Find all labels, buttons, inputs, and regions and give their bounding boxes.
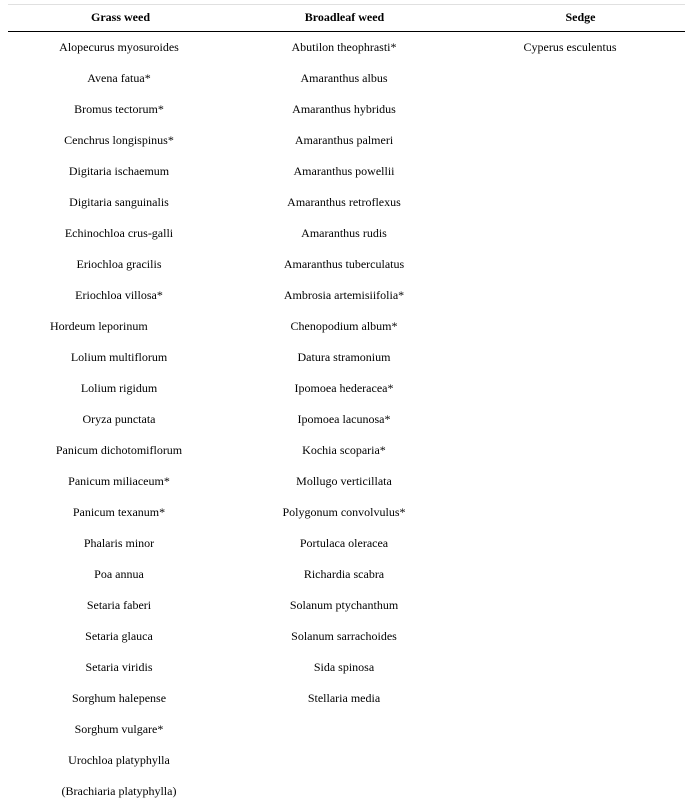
table-header bbox=[8, 4, 685, 32]
header-grass-weed: Grass weed bbox=[91, 10, 150, 24]
table-cell: Amaranthus tuberculatus bbox=[283, 257, 405, 271]
table-cell: Eriochloa gracilis bbox=[76, 257, 162, 271]
table-cell: Setaria glauca bbox=[85, 629, 153, 643]
table-cell: Chenopodium album* bbox=[290, 319, 398, 333]
table-cell: Phalaris minor bbox=[83, 536, 155, 550]
table-cell: Amaranthus powellii bbox=[293, 164, 395, 178]
table-cell: Sorghum halepense bbox=[71, 691, 167, 705]
table-cell: Echinochloa crus-galli bbox=[64, 226, 174, 240]
table-cell: Oryza punctata bbox=[82, 412, 156, 426]
table-cell: Amaranthus hybridus bbox=[292, 102, 396, 116]
table-cell: Portulaca oleracea bbox=[299, 536, 389, 550]
table-cell: Datura stramonium bbox=[297, 350, 391, 364]
table-cell: Bromus tectorum* bbox=[74, 102, 164, 116]
table-cell: Cyperus esculentus bbox=[523, 40, 617, 54]
table-cell: Digitaria sanguinalis bbox=[69, 195, 169, 209]
table-cell: Avena fatua* bbox=[87, 71, 151, 85]
table-cell: Ambrosia artemisiifolia* bbox=[283, 288, 405, 302]
table-cell: Kochia scoparia* bbox=[302, 443, 386, 457]
table-cell: Ipomoea lacunosa* bbox=[297, 412, 391, 426]
table-cell: Setaria faberi bbox=[86, 598, 152, 612]
table-cell: Eriochloa villosa* bbox=[75, 288, 163, 302]
table-cell: Polygonum convolvulus* bbox=[282, 505, 406, 519]
table-cell: Ipomoea hederacea* bbox=[294, 381, 394, 395]
table-cell: Digitaria ischaemum bbox=[68, 164, 170, 178]
table-cell: Stellaria media bbox=[307, 691, 381, 705]
table-cell: Hordeum leporinum bbox=[50, 319, 148, 333]
table-cell: Cenchrus longispinus* bbox=[64, 133, 174, 147]
table-cell: Solanum ptychanthum bbox=[289, 598, 399, 612]
table-cell: Mollugo verticillata bbox=[296, 474, 392, 488]
table-cell: Poa annua bbox=[94, 567, 144, 581]
table-cell: Panicum dichotomiflorum bbox=[55, 443, 183, 457]
header-broadleaf-weed: Broadleaf weed bbox=[304, 10, 385, 24]
table-cell: (Brachiaria platyphylla) bbox=[61, 784, 177, 798]
table-cell: Abutilon theophrasti* bbox=[291, 40, 397, 54]
table-cell: Richardia scabra bbox=[303, 567, 385, 581]
table-cell: Solanum sarrachoides bbox=[291, 629, 397, 643]
table-cell: Amaranthus retroflexus bbox=[287, 195, 401, 209]
table-cell: Setaria viridis bbox=[85, 660, 153, 674]
table-cell: Panicum texanum* bbox=[72, 505, 166, 519]
table-cell: Sorghum vulgare* bbox=[74, 722, 164, 736]
table-cell: Urochloa platyphylla bbox=[68, 753, 170, 767]
table-cell: Amaranthus albus bbox=[300, 71, 388, 85]
table-cell: Amaranthus palmeri bbox=[294, 133, 394, 147]
table-cell: Lolium multiflorum bbox=[70, 350, 168, 364]
table-cell: Sida spinosa bbox=[313, 660, 375, 674]
table-cell: Alopecurus myosuroides bbox=[59, 40, 179, 54]
table-cell: Amaranthus rudis bbox=[301, 226, 387, 240]
table-cell: Panicum miliaceum* bbox=[68, 474, 170, 488]
table-cell: Lolium rigidum bbox=[80, 381, 158, 395]
header-sedge: Sedge bbox=[565, 10, 596, 24]
